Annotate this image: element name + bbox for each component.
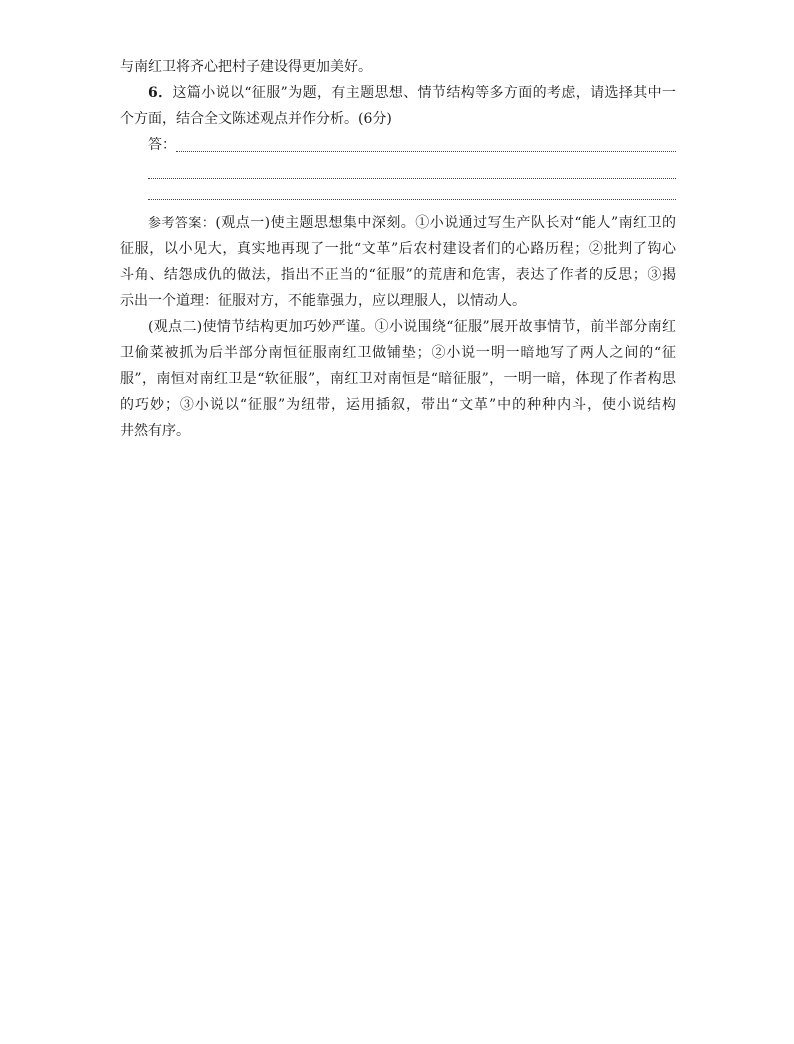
reference-line: 卫偷菜被抓为后半部分南恒征服南红卫做铺垫；②小说一明一暗地写了两人之间的“征 (120, 345, 676, 361)
answer-label: 答： (148, 137, 176, 153)
reference-line: (观点二)使情节结构更加巧妙严谨。①小说围绕“征服”展开故事情节，前半部分南红 (148, 319, 676, 335)
document-page (120, 54, 676, 444)
question-line (120, 80, 676, 106)
reference-line: 井然有序。 (120, 423, 190, 439)
answer-line[interactable] (148, 179, 676, 200)
reference-line: 斗角、结怨成仇的做法，指出不正当的“征服”的荒唐和危害，表达了作者的反思；③揭 (120, 267, 676, 283)
reference-line (120, 210, 676, 236)
text-line: 与南红卫将齐心把村子建设得更加美好。 (120, 59, 372, 75)
question-line-2: 个方面，结合全文陈述观点并作分析。(6分) (120, 111, 392, 127)
answer-line[interactable] (176, 150, 676, 152)
reference-line: 服”，南恒对南红卫是“软征服”，南红卫对南恒是“暗征服”，一明一暗，体现了作者构思 (120, 371, 676, 387)
reference-line: 征服，以小见大，真实地再现了一批“文革”后农村建设者们的心路历程；②批判了钩心 (120, 241, 676, 257)
reference-label: 参考答案： (148, 216, 216, 231)
reference-text: (观点一)使主题思想集中深刻。①小说通过写生产队长对“能人”南红卫的 (215, 215, 676, 231)
question-text: 这篇小说以“征服”为题，有主题思想、情节结构等多方面的考虑，请选择其中一 (172, 85, 676, 101)
reference-line: 示出一个道理：征服对方，不能靠强力，应以理服人，以情动人。 (120, 293, 526, 309)
reference-line: 的巧妙；③小说以“征服”为纽带，运用插叙，带出“文革”中的种种内斗，使小说结构 (120, 397, 676, 413)
answer-line[interactable] (148, 158, 676, 179)
answer-row[interactable] (120, 132, 676, 158)
question-number: 6． (148, 85, 173, 101)
